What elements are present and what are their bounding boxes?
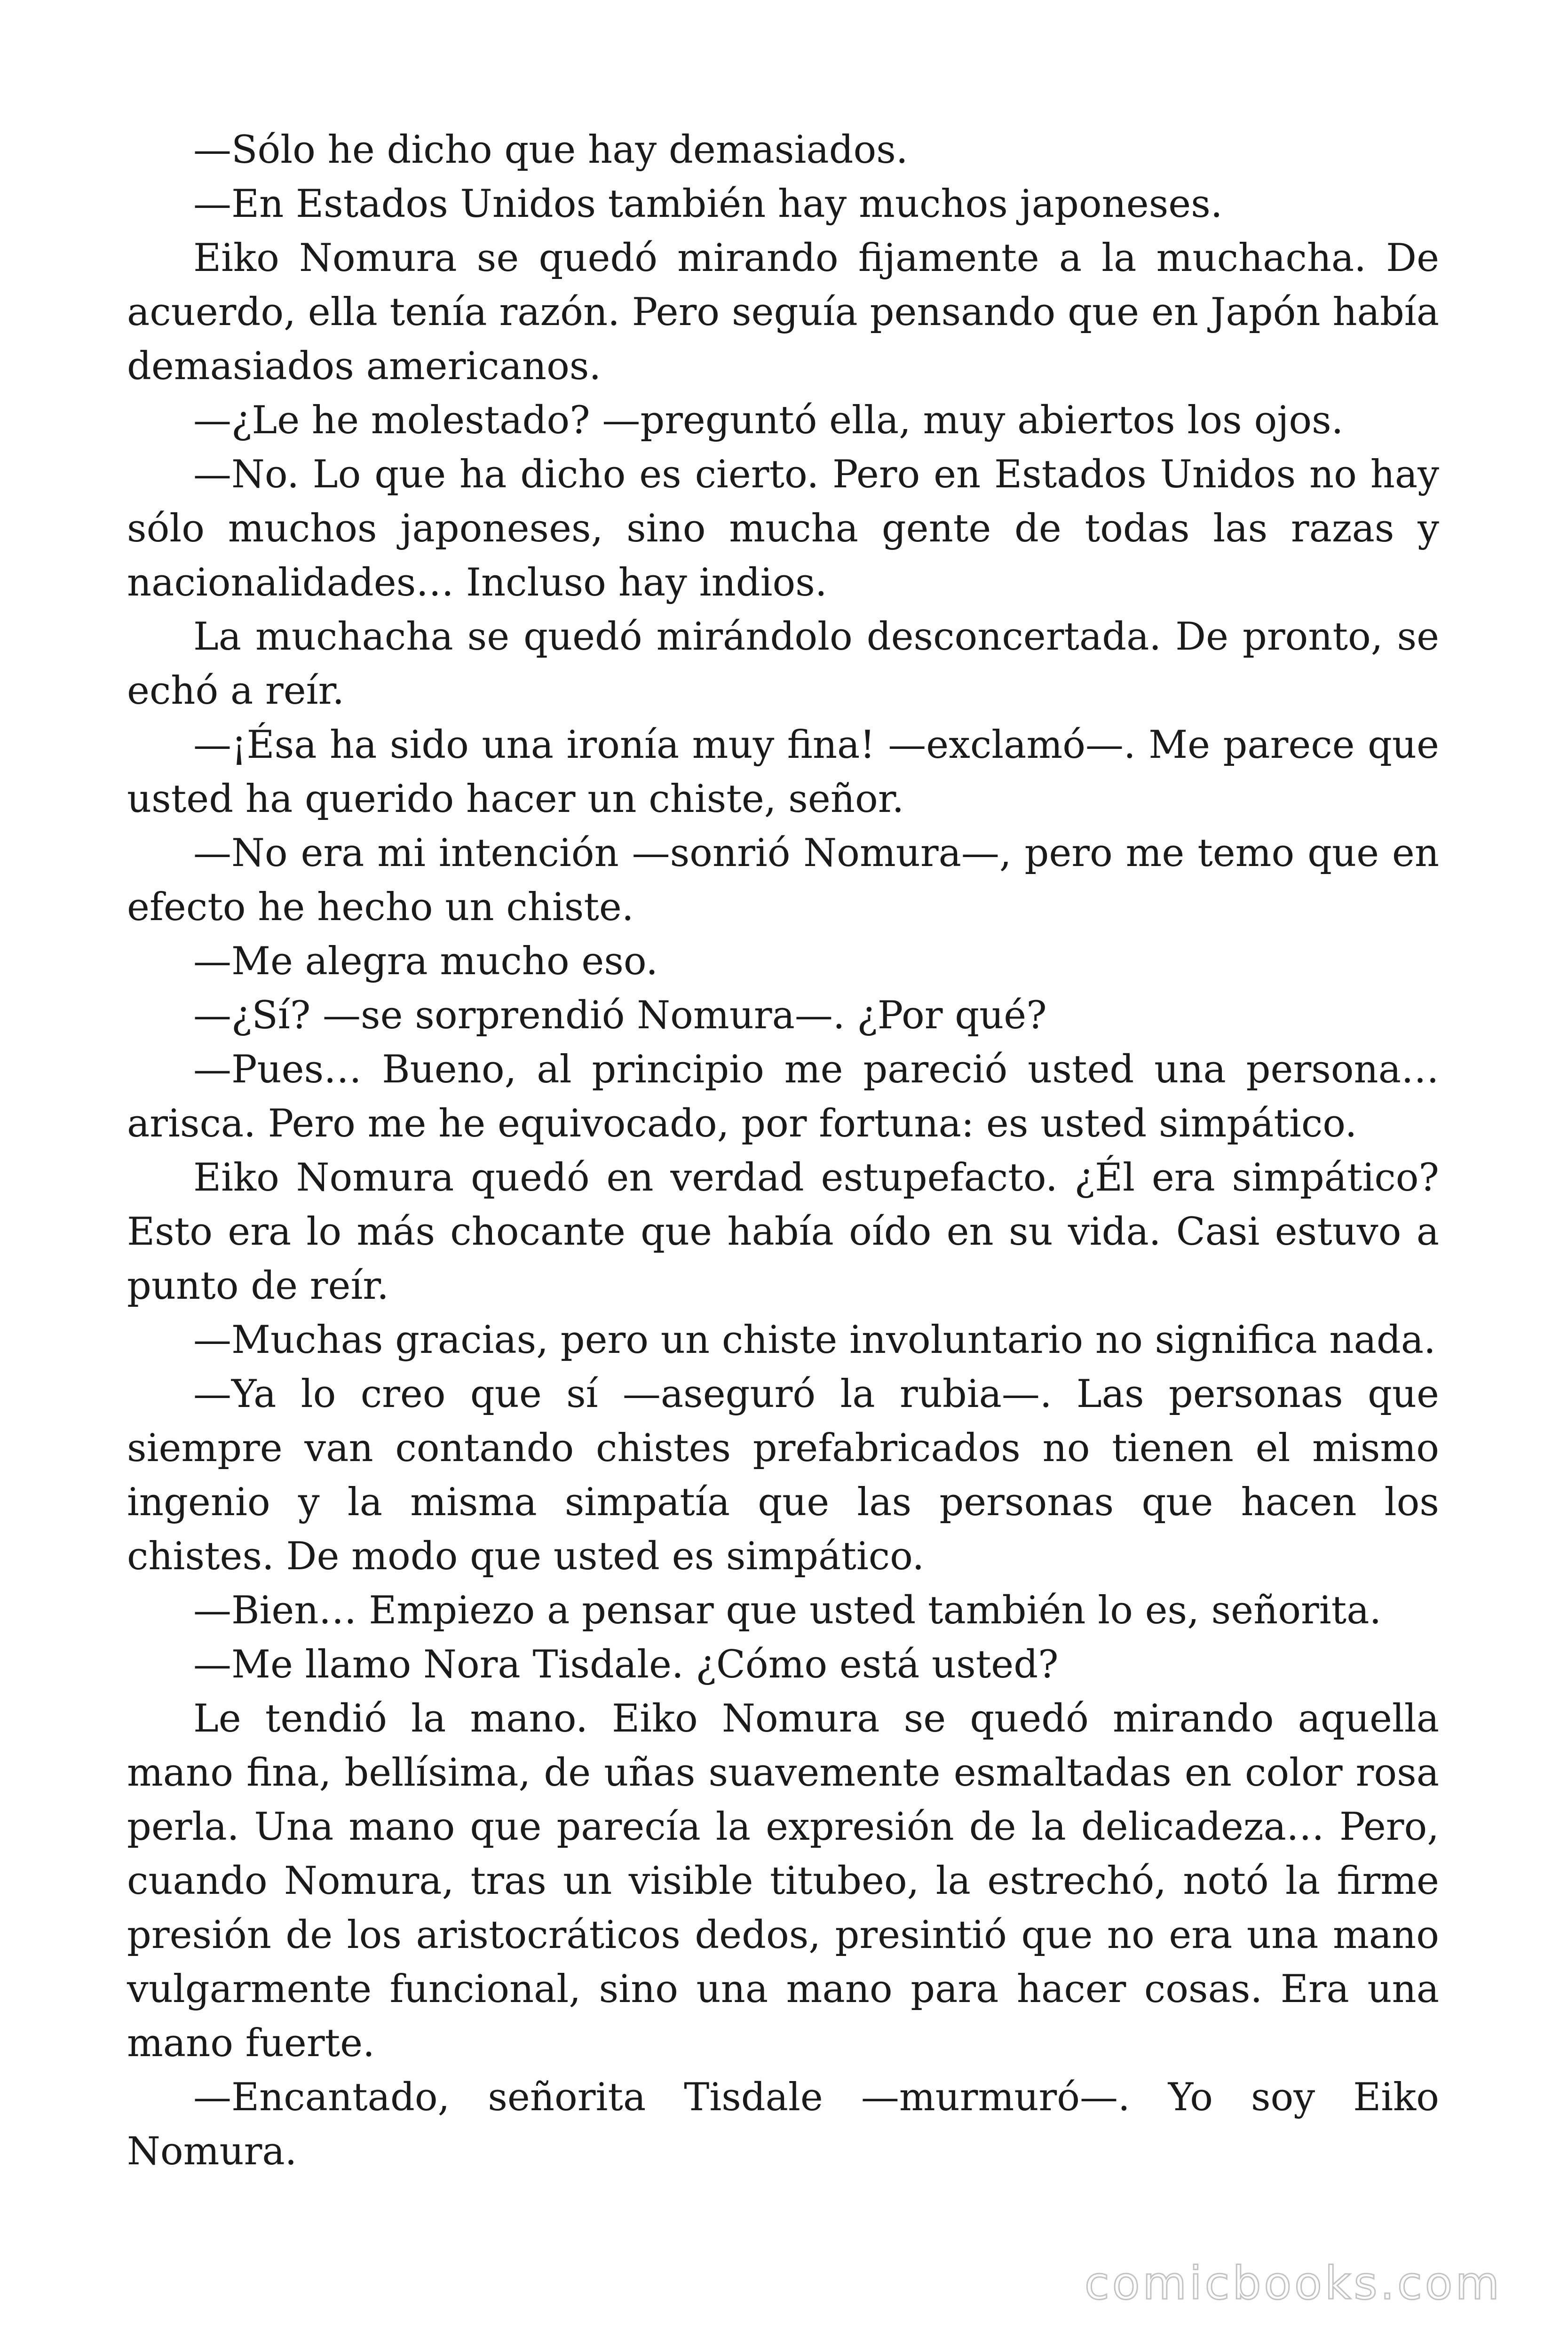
paragraph: —¿Le he molestado? —preguntó ella, muy abiertos los ojos.	[193, 398, 1344, 443]
paragraph: —Pues… Bueno, al principio me pareció usted una persona… arisca. Pero me he equivocado, por fortuna: es usted simpático.	[127, 1048, 1439, 1146]
paragraph: —No era mi intención —sonrió Nomura—, pero me temo que en efecto he hecho un chiste.	[127, 831, 1439, 930]
paragraph: —Ya lo creo que sí —aseguró la rubia—. Las personas que siempre van contando chistes prefabricados no tienen el mismo ingenio y la misma simpatía que las personas que hacen los chistes. De modo que usted es simpático.	[127, 1372, 1439, 1579]
paragraph: —Bien… Empiezo a pensar que usted también lo es, señorita.	[193, 1589, 1382, 1633]
paragraph: —Muchas gracias, pero un chiste involuntario no significa nada.	[193, 1318, 1436, 1362]
paragraph: —En Estados Unidos también hay muchos japoneses.	[193, 182, 1223, 226]
paragraph: —Encantado, señorita Tisdale —murmuró—. Yo soy Eiko Nomura.	[127, 2075, 1439, 2174]
paragraph: —¿Sí? —se sorprendió Nomura—. ¿Por qué?	[193, 993, 1047, 1038]
paragraph: Eiko Nomura quedó en verdad estupefacto. ¿Él era simpático? Esto era lo más chocante que había oído en su vida. Casi estuvo a punto de reír.	[127, 1156, 1439, 1308]
paragraph: —Me llamo Nora Tisdale. ¿Cómo está usted?	[193, 1643, 1059, 1687]
paragraph: —Me alegra mucho eso.	[193, 939, 658, 984]
paragraph: —¡Ésa ha sido una ironía muy fina! —exclamó—. Me parece que usted ha querido hacer un chiste, señor.	[127, 723, 1439, 821]
paragraph: —No. Lo que ha dicho es cierto. Pero en Estados Unidos no hay sólo muchos japoneses, sino mucha gente de todas las razas y nacionalidades… Incluso hay indios.	[127, 453, 1439, 605]
paragraph: Le tendió la mano. Eiko Nomura se quedó mirando aquella mano fina, bellísima, de uñas suavemente esmaltadas en color rosa perla. Una mano que parecía la expresión de la delicadeza… Pero, cuando Nomura, tras un visible titubeo, la estrechó, notó la firme presión de los aristocráticos dedos, presintió que no era una mano vulgarmente funcional, sino una mano para hacer cosas. Era una mano fuerte.	[127, 1697, 1439, 2066]
body-text	[127, 123, 1439, 2179]
watermark-logo: comicbooks.com	[1084, 2257, 1502, 2310]
paragraph: Eiko Nomura se quedó mirando fijamente a la muchacha. De acuerdo, ella tenía razón. Pero seguía pensando que en Japón había demasiados americanos.	[127, 236, 1439, 389]
paragraph: —Sólo he dicho que hay demasiados.	[193, 128, 908, 172]
paragraph: La muchacha se quedó mirándolo desconcertada. De pronto, se echó a reír.	[127, 615, 1439, 713]
